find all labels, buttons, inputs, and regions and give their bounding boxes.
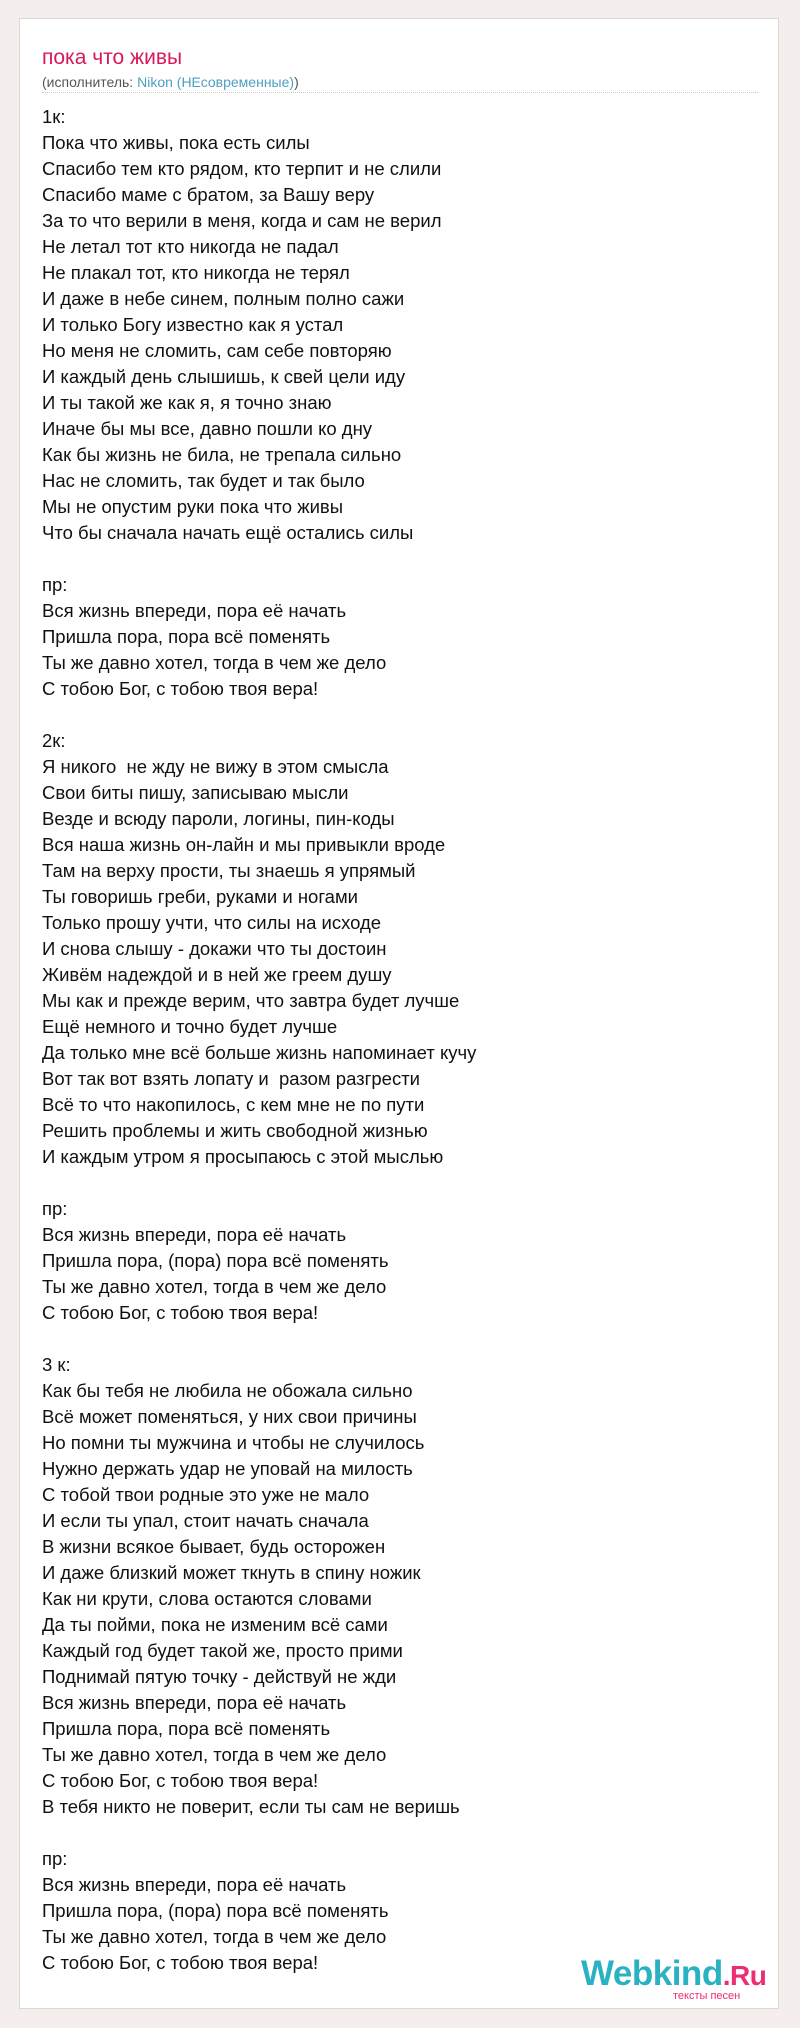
lyrics-line: Мы не опустим руки пока что живы <box>42 496 344 517</box>
lyrics-line: Каждый год будет такой же, просто прими <box>42 1640 403 1661</box>
lyrics-line: И каждый день слышишь, к свей цели иду <box>42 366 406 387</box>
lyrics-blank-line <box>42 1326 762 1352</box>
lyrics-line: Вся наша жизнь он-лайн и мы привыкли вроде <box>42 834 446 855</box>
lyrics-line: С тобой твои родные это уже не мало <box>42 1484 370 1505</box>
lyrics-line: Не плакал тот, кто никогда не терял <box>42 262 350 283</box>
lyrics-blank-line <box>42 1820 762 1846</box>
lyrics-line: Вся жизнь впереди, пора её начать <box>42 1692 347 1713</box>
lyrics-line: Я никого не жду не вижу в этом смысла <box>42 756 389 777</box>
lyrics-line: Решить проблемы и жить свободной жизнью <box>42 1120 428 1141</box>
lyrics-blank-line <box>42 702 762 728</box>
lyrics-line: Да ты пойми, пока не изменим всё сами <box>42 1614 388 1635</box>
lyrics-line: пр: <box>42 1198 68 1219</box>
watermark-tagline: тексты песен <box>673 1990 741 2002</box>
lyrics-line: И даже в небе синем, полным полно сажи <box>42 288 405 309</box>
lyrics-line: Пока что живы, пока есть силы <box>42 132 310 153</box>
lyrics-line: Всё может поменяться, у них свои причины <box>42 1406 417 1427</box>
lyrics-line: Там на верху прости, ты знаешь я упрямый <box>42 860 416 881</box>
lyrics-line: И только Богу известно как я устал <box>42 314 344 335</box>
song-title: пока что живы <box>42 46 183 69</box>
lyrics-line: Вся жизнь впереди, пора её начать <box>42 1224 347 1245</box>
lyrics-line: Спасибо маме с братом, за Вашу веру <box>42 184 375 205</box>
lyrics-line: Не летал тот кто никогда не падал <box>42 236 339 257</box>
lyrics-line: 2к: <box>42 730 66 751</box>
lyrics-line: Пришла пора, пора всё поменять <box>42 626 331 647</box>
lyrics-line: пр: <box>42 1848 68 1869</box>
byline-suffix: ) <box>294 74 299 90</box>
lyrics-line: Ты же давно хотел, тогда в чем же дело <box>42 1744 387 1765</box>
lyrics-line: Ты говоришь греби, руками и ногами <box>42 886 359 907</box>
lyrics-line: Ещё немного и точно будет лучше <box>42 1016 338 1037</box>
lyrics-line: Только прошу учти, что силы на исходе <box>42 912 382 933</box>
lyrics-line: 3 к: <box>42 1354 71 1375</box>
lyrics-line: Всё то что накопилось, с кем мне не по пути <box>42 1094 425 1115</box>
lyrics-line: Но помни ты мужчина и чтобы не случилось <box>42 1432 425 1453</box>
lyrics-line: Да только мне всё больше жизнь напоминает кучу <box>42 1042 477 1063</box>
lyrics-line: С тобою Бог, с тобою твоя вера! <box>42 1770 319 1791</box>
lyrics-line: За то что верили в меня, когда и сам не верил <box>42 210 442 231</box>
lyrics-line: Иначе бы мы все, давно пошли ко дну <box>42 418 373 439</box>
artist-byline <box>42 73 299 91</box>
lyrics-line: С тобою Бог, с тобою твоя вера! <box>42 678 319 699</box>
lyrics-line: И если ты упал, стоит начать сначала <box>42 1510 369 1531</box>
lyrics-line: Вот так вот взять лопату и разом разгрести <box>42 1068 421 1089</box>
lyrics-line: Свои биты пишу, записываю мысли <box>42 782 349 803</box>
lyrics-line: И ты такой же как я, я точно знаю <box>42 392 332 413</box>
lyrics-line: Ты же давно хотел, тогда в чем же дело <box>42 1276 387 1297</box>
lyrics-line: Пришла пора, (пора) пора всё поменять <box>42 1900 389 1921</box>
lyrics-line: 1к: <box>42 106 66 127</box>
lyrics-line: В тебя никто не поверит, если ты сам не веришь <box>42 1796 460 1817</box>
watermark-brand <box>581 1956 766 1994</box>
lyrics-line: Пришла пора, (пора) пора всё поменять <box>42 1250 389 1271</box>
lyrics-line: В жизни всякое бывает, будь осторожен <box>42 1536 386 1557</box>
lyrics-line: Живём надеждой и в ней же греем душу <box>42 964 392 985</box>
lyrics-line: И снова слышу - докажи что ты достоин <box>42 938 387 959</box>
lyrics-line: Что бы сначала начать ещё остались силы <box>42 522 414 543</box>
title-divider <box>42 92 758 93</box>
lyrics-line: Мы как и прежде верим, что завтра будет лучше <box>42 990 460 1011</box>
lyrics-line: Как ни крути, слова остаются словами <box>42 1588 372 1609</box>
lyrics-line: Вся жизнь впереди, пора её начать <box>42 600 347 621</box>
lyrics-line: С тобою Бог, с тобою твоя вера! <box>42 1952 319 1973</box>
lyrics-line: Ты же давно хотел, тогда в чем же дело <box>42 1926 387 1947</box>
watermark-brand-main: Webkind <box>581 1954 723 1993</box>
lyrics-line: Нужно держать удар не уповай на милость <box>42 1458 413 1479</box>
lyrics-line: Вся жизнь впереди, пора её начать <box>42 1874 347 1895</box>
lyrics-blank-line <box>42 546 762 572</box>
lyrics-line: Как бы жизнь не била, не трепала сильно <box>42 444 402 465</box>
byline-prefix: (исполнитель: <box>42 74 138 90</box>
lyrics-line: Поднимай пятую точку - действуй не жди <box>42 1666 397 1687</box>
watermark-brand-tld: .Ru <box>722 1960 767 1991</box>
lyrics-line: Пришла пора, пора всё поменять <box>42 1718 331 1739</box>
lyrics-line: Нас не сломить, так будет и так было <box>42 470 365 491</box>
lyrics-line: Спасибо тем кто рядом, кто терпит и не слили <box>42 158 442 179</box>
lyrics-blank-line <box>42 1170 762 1196</box>
lyrics-line: И каждым утром я просыпаюсь с этой мыслью <box>42 1146 444 1167</box>
lyrics-line: Ты же давно хотел, тогда в чем же дело <box>42 652 387 673</box>
lyrics-line: Везде и всюду пароли, логины, пин-коды <box>42 808 395 829</box>
webkind-watermark-logo <box>581 1954 767 2002</box>
lyrics-line: Как бы тебя не любила не обожала сильно <box>42 1380 413 1401</box>
lyrics-line: Но меня не сломить, сам себе повторяю <box>42 340 392 361</box>
lyrics-line: пр: <box>42 574 68 595</box>
artist-link[interactable]: Nikon (НЕсовременные) <box>137 74 295 90</box>
lyrics-text <box>42 104 762 1976</box>
lyrics-line: С тобою Бог, с тобою твоя вера! <box>42 1302 319 1323</box>
lyrics-line: И даже близкий может ткнуть в спину ножик <box>42 1562 421 1583</box>
